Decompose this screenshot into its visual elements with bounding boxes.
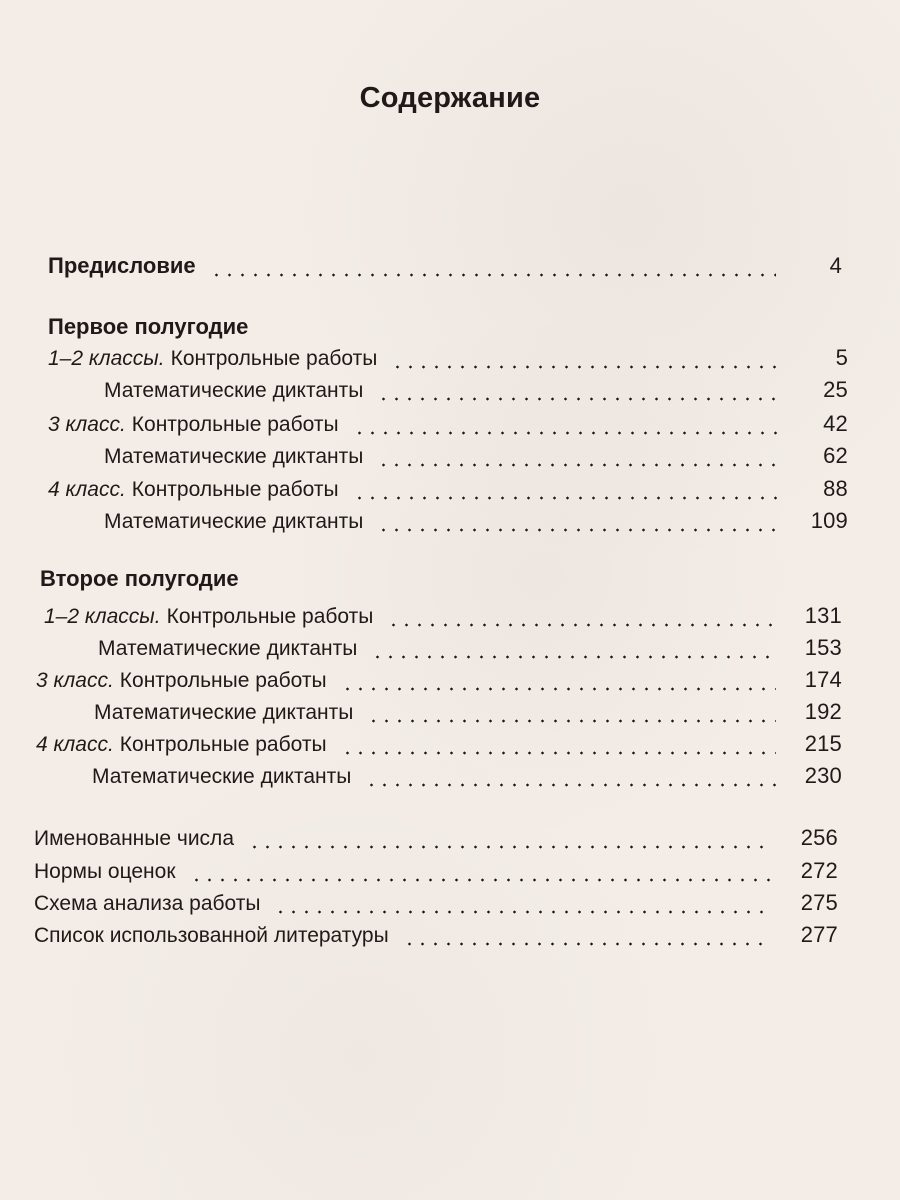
grade-label: 3 класс. xyxy=(36,668,114,692)
toc-row-appendix xyxy=(0,820,900,856)
toc-entry xyxy=(48,255,196,277)
dot-leader xyxy=(391,340,782,376)
toc-row xyxy=(0,438,900,474)
grade-label: 1–2 классы. xyxy=(44,604,161,628)
toc-page-number: 275 xyxy=(800,890,838,915)
dot-leader xyxy=(353,406,782,442)
toc-page-number: 215 xyxy=(804,731,842,756)
toc-entry-label: Математические диктанты xyxy=(94,700,354,724)
toc-entry xyxy=(34,893,260,914)
toc-entry xyxy=(92,766,351,787)
toc-row-appendix xyxy=(0,917,900,953)
toc-row xyxy=(0,503,900,539)
toc-row xyxy=(0,471,900,507)
dot-leader xyxy=(341,726,776,762)
grade-label: 4 класс. xyxy=(36,732,114,756)
toc-entry xyxy=(48,479,339,500)
toc-entry-label: Контрольные работы xyxy=(131,477,339,501)
toc-entry xyxy=(36,734,327,755)
toc-page-number: 25 xyxy=(823,377,848,402)
toc-page-number: 277 xyxy=(800,922,838,947)
dot-leader xyxy=(403,917,772,953)
toc-entry-label: Математические диктанты xyxy=(104,378,364,402)
toc-entry-label: Схема анализа работы xyxy=(34,891,261,915)
toc-row-appendix xyxy=(0,853,900,889)
dot-leader xyxy=(367,694,776,730)
toc-entry-label: Математические диктанты xyxy=(98,636,358,660)
dot-leader xyxy=(377,438,782,474)
grade-label: 1–2 классы. xyxy=(48,346,165,370)
dot-leader xyxy=(353,471,782,507)
toc-page-number: 131 xyxy=(804,603,842,628)
toc-page-number: 5 xyxy=(835,345,848,370)
toc-row xyxy=(0,630,900,666)
toc-entry xyxy=(104,380,363,401)
toc-entry xyxy=(48,348,377,369)
toc-entry xyxy=(34,925,389,946)
toc-row xyxy=(0,726,900,762)
toc-entry xyxy=(34,861,176,882)
toc-entry xyxy=(104,446,363,467)
toc-row xyxy=(0,598,900,634)
toc-page-number: 272 xyxy=(800,858,838,883)
toc-entry-label: Контрольные работы xyxy=(166,604,374,628)
toc-entry-label: Математические диктанты xyxy=(92,764,352,788)
toc-entry-label: Математические диктанты xyxy=(104,509,364,533)
dot-leader xyxy=(371,630,776,666)
toc-entry-label: Контрольные работы xyxy=(119,732,327,756)
toc-entry-label: Именованные числа xyxy=(34,826,234,850)
toc-row xyxy=(0,758,900,794)
dot-leader xyxy=(248,820,772,856)
toc-entry xyxy=(44,606,373,627)
section-title-second-half: Второе полугодие xyxy=(40,566,239,591)
toc-page-number: 62 xyxy=(823,443,848,468)
toc-entry-label: Нормы оценок xyxy=(34,859,176,883)
toc-entry-label: Математические диктанты xyxy=(104,444,364,468)
toc-page-number: 42 xyxy=(823,411,848,436)
toc-entry xyxy=(94,702,353,723)
toc-entry-label: Контрольные работы xyxy=(170,346,378,370)
toc-page-number: 109 xyxy=(810,508,848,533)
dot-leader xyxy=(190,853,772,889)
toc-page-number: 153 xyxy=(804,635,842,660)
toc-entry xyxy=(36,670,327,691)
toc-page-number: 4 xyxy=(829,253,842,278)
dot-leader xyxy=(341,662,776,698)
toc-row-preface xyxy=(0,248,900,284)
toc-entry-label: Предисловие xyxy=(48,253,196,278)
toc-entry-label: Список использованной литературы xyxy=(34,923,389,947)
toc-row xyxy=(0,694,900,730)
grade-label: 4 класс. xyxy=(48,477,126,501)
toc-row-appendix xyxy=(0,885,900,921)
dot-leader xyxy=(365,758,776,794)
toc-page-number: 230 xyxy=(804,763,842,788)
dot-leader xyxy=(377,503,782,539)
toc-entry-label: Контрольные работы xyxy=(119,668,327,692)
toc-row xyxy=(0,662,900,698)
dot-leader xyxy=(387,598,776,634)
toc-row xyxy=(0,372,900,408)
toc-entry xyxy=(34,828,234,849)
page-title: Содержание xyxy=(359,82,541,114)
grade-label: 3 класс. xyxy=(48,412,126,436)
section-title-first-half: Первое полугодие xyxy=(48,314,249,339)
toc-entry-label: Контрольные работы xyxy=(131,412,339,436)
toc-row xyxy=(0,340,900,376)
toc-entry xyxy=(48,414,339,435)
toc-page-number: 174 xyxy=(804,667,842,692)
toc-page-number: 256 xyxy=(800,825,838,850)
dot-leader xyxy=(274,885,772,921)
toc-page-number: 88 xyxy=(823,476,848,501)
dot-leader xyxy=(377,372,782,408)
toc-row xyxy=(0,406,900,442)
dot-leader xyxy=(210,248,776,284)
toc-page-number: 192 xyxy=(804,699,842,724)
toc-entry xyxy=(104,511,363,532)
toc-entry xyxy=(98,638,357,659)
